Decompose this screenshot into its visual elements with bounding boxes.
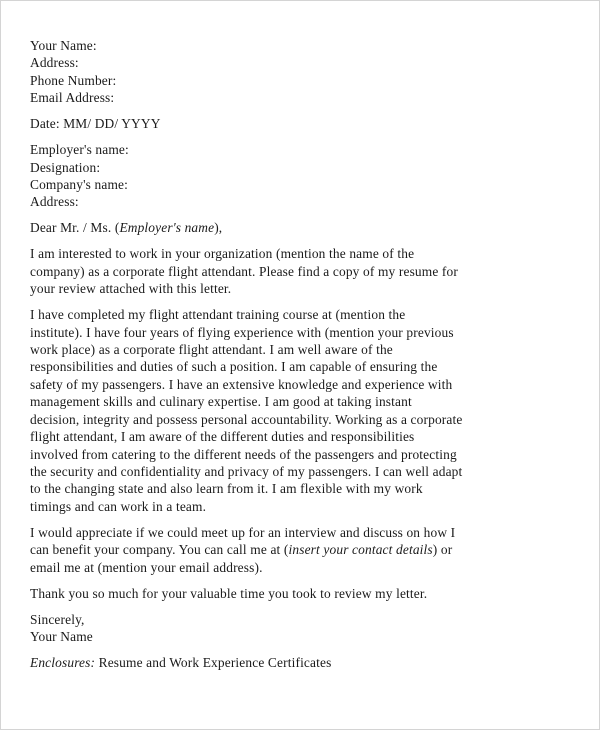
- contact-line-prefix: can benefit your company. You can call me at (: [30, 542, 289, 558]
- paragraph-line: the security and confidentiality and privacy of my passengers. I can well adapt: [30, 463, 463, 479]
- contact-line-suffix: ) or: [432, 542, 453, 558]
- paragraph-line: decision, integrity and possess personal accountability. Working as a corporate: [30, 411, 463, 427]
- contact-placeholder: insert your contact details: [288, 542, 433, 558]
- paragraph-line: timings and can work in a team.: [30, 498, 207, 514]
- date-line: [30, 115, 560, 132]
- salutation: [30, 219, 560, 236]
- paragraph-line: responsibilities and duties of such a position. I am capable of ensuring the: [30, 359, 438, 375]
- signer-name: Your Name: [30, 628, 93, 644]
- enclosures-label: Enclosures:: [30, 654, 96, 670]
- paragraph-line: email me at (mention your email address).: [30, 559, 263, 575]
- paragraph-intro: [30, 245, 560, 297]
- recipient-company-label: Company's name:: [30, 177, 129, 193]
- sign-off: Sincerely,: [30, 611, 85, 627]
- recipient-address-label: Address:: [30, 194, 79, 210]
- sender-address-label: Address:: [30, 55, 79, 71]
- sender-block: [30, 37, 560, 107]
- enclosures-line: [30, 654, 560, 671]
- paragraph-interview: [30, 524, 560, 576]
- paragraph-line: company) as a corporate flight attendant. Please find a copy of my resume for: [30, 263, 458, 279]
- recipient-block: [30, 141, 560, 211]
- recipient-name-label: Employer's name:: [30, 142, 129, 158]
- paragraph-experience: [30, 306, 560, 515]
- paragraph-line: flight attendant, I am aware of the different duties and responsibilities: [30, 429, 415, 445]
- paragraph-line: institute). I have four years of flying experience with (mention your previous: [30, 324, 454, 340]
- sender-email-label: Email Address:: [30, 90, 115, 106]
- cover-letter: [30, 37, 560, 671]
- closing-block: [30, 611, 560, 646]
- paragraph-line: I am interested to work in your organization (mention the name of the: [30, 246, 415, 262]
- paragraph-line: I would appreciate if we could meet up for an interview and discuss on how I: [30, 524, 456, 540]
- recipient-designation-label: Designation:: [30, 159, 101, 175]
- enclosures-text: Resume and Work Experience Certificates: [95, 654, 332, 670]
- paragraph-line: I have completed my flight attendant training course at (mention the: [30, 307, 406, 323]
- sender-phone-label: Phone Number:: [30, 72, 117, 88]
- paragraph-line: safety of my passengers. I have an extensive knowledge and experience with: [30, 376, 453, 392]
- paragraph-thanks: [30, 585, 560, 602]
- salutation-prefix: Dear Mr. / Ms. (: [30, 220, 120, 236]
- paragraph-line: your review attached with this letter.: [30, 281, 232, 297]
- paragraph-line: Thank you so much for your valuable time you took to review my letter.: [30, 585, 428, 601]
- salutation-suffix: ),: [214, 220, 223, 236]
- paragraph-line: work place) as a corporate flight attendant. I am well aware of the: [30, 342, 393, 358]
- salutation-placeholder: Employer's name: [119, 220, 215, 236]
- paragraph-line: management skills and culinary expertise. I am good at taking instant: [30, 394, 412, 410]
- date-label: Date: MM/ DD/ YYYY: [30, 116, 161, 132]
- paragraph-line: involved from catering to the different needs of the passengers and protecting: [30, 446, 457, 462]
- sender-name-label: Your Name:: [30, 38, 97, 53]
- paragraph-line: to the changing state and also learn from it. I am flexible with my work: [30, 481, 423, 497]
